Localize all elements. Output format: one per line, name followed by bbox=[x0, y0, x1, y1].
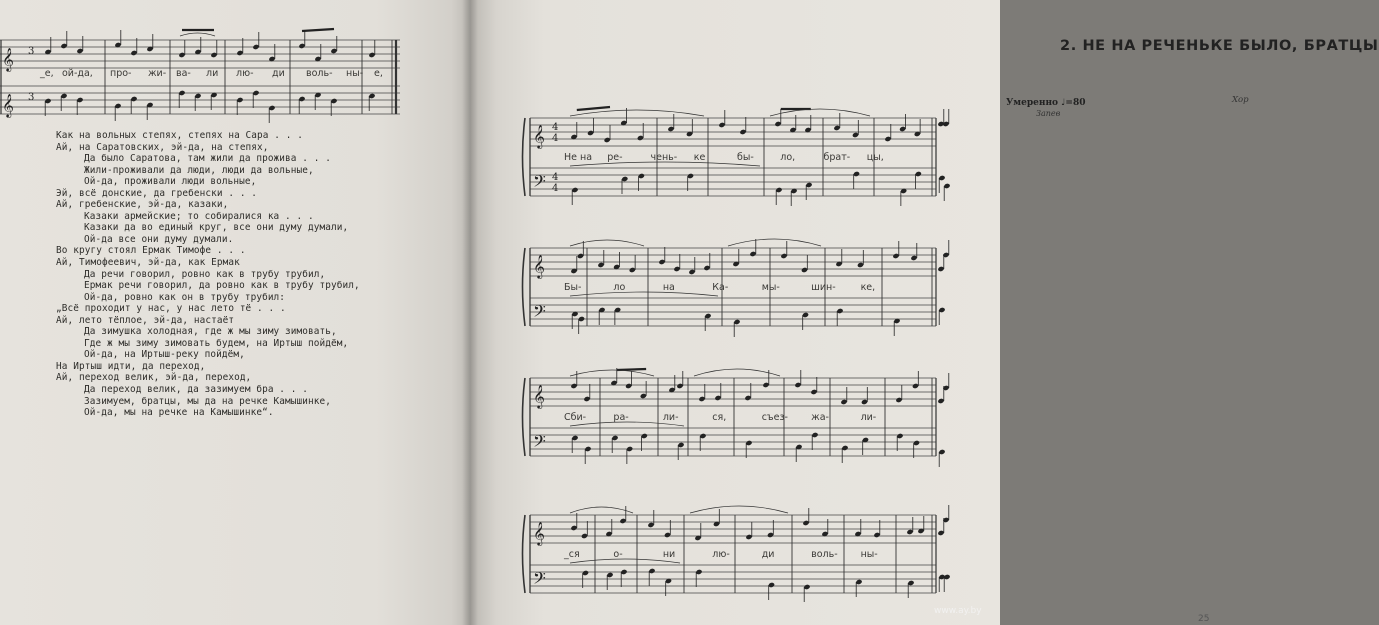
system-brace bbox=[523, 378, 526, 456]
lyric-syllable: ра- bbox=[613, 412, 629, 423]
time-signature: 3 bbox=[28, 92, 35, 103]
system-brace bbox=[523, 248, 526, 326]
slur bbox=[180, 33, 215, 36]
lyric-syllable: бы- bbox=[737, 152, 754, 163]
verse-line: Эй, всё донские, да гребенски . . . bbox=[56, 187, 258, 199]
lyric-syllable: ке bbox=[693, 152, 706, 163]
lyric-syllable: Не на bbox=[564, 152, 593, 163]
slur bbox=[570, 507, 633, 513]
treble-clef: 𝄞 bbox=[533, 521, 545, 545]
slur bbox=[570, 292, 718, 296]
lyric-syllable: ло, bbox=[780, 152, 796, 163]
lyric-syllable: Бы- bbox=[564, 282, 582, 293]
lyric-syllable: лю- bbox=[712, 549, 730, 560]
song-title: 2. НЕ НА РЕЧЕНЬКЕ БЫЛО, БРАТЦЫ bbox=[1060, 38, 1379, 54]
bass-clef: 𝄢 bbox=[533, 431, 546, 455]
lyric-syllable: ны- bbox=[860, 549, 878, 560]
verse-line: Ой-да, ровно как он в трубу трубил: bbox=[84, 291, 286, 303]
lyric-syllable: ли bbox=[206, 68, 219, 79]
lyric-syllable: ре- bbox=[607, 152, 623, 163]
verse-line: Ой-да, проживали люди вольные, bbox=[84, 176, 257, 188]
lyric-syllable: воль- bbox=[306, 68, 333, 79]
verse-line: На Иртыш идти, да переход, bbox=[56, 360, 206, 372]
lyric-syllable: чень- bbox=[650, 152, 678, 163]
time-signature: 4 bbox=[552, 133, 559, 144]
tempo-marking: Умеренно ♩=80 bbox=[1006, 98, 1086, 108]
lyric-syllable: ке, bbox=[860, 282, 876, 293]
time-signature: 4 bbox=[552, 183, 559, 194]
lyric-syllable: ди bbox=[272, 68, 285, 79]
lyric-syllable: на bbox=[662, 282, 675, 293]
time-signature: 3 bbox=[28, 46, 35, 57]
treble-clef: 𝄞 bbox=[533, 254, 545, 278]
slur bbox=[570, 370, 654, 376]
system-brace bbox=[523, 118, 526, 196]
lyric-syllable: ли- bbox=[860, 412, 877, 423]
system-brace bbox=[523, 515, 526, 593]
khor-marking: Хор bbox=[1232, 95, 1249, 105]
verse-line: Казаки да во единый круг, все они думу думали, bbox=[84, 222, 349, 234]
treble-clef: 𝄞 bbox=[2, 93, 14, 117]
lyric-syllable: ди bbox=[761, 549, 775, 560]
treble-clef: 𝄞 bbox=[2, 47, 14, 71]
verse-line: Да речи говорил, ровно как в трубу трубил, bbox=[84, 268, 326, 280]
time-signature: 4 bbox=[552, 122, 559, 133]
book-gutter bbox=[462, 0, 478, 625]
lyric-syllable: брат- bbox=[823, 152, 851, 163]
slur bbox=[570, 240, 644, 246]
verse-line: Как на вольных степях, степях на Сара . . . bbox=[56, 130, 304, 141]
lyric-syllable: _е, bbox=[40, 68, 54, 79]
verse-line: Да зимушка холодная, где ж мы зиму зимовать, bbox=[84, 326, 337, 338]
lyric-syllable: ой-да, bbox=[62, 68, 93, 79]
verse-line: „Всё проходит у нас, у нас лето тё . . . bbox=[56, 303, 286, 315]
watermark: www.ay.by bbox=[934, 606, 982, 616]
note-beam bbox=[617, 369, 646, 370]
lyric-syllable: жи- bbox=[148, 68, 167, 79]
verse-line: Ой-да, на Иртыш-реку пойдём, bbox=[84, 349, 245, 361]
verse-line: Ай, на Саратовских, эй-да, на степях, bbox=[56, 141, 269, 153]
lyric-syllable: ся, bbox=[712, 412, 727, 423]
slur bbox=[694, 369, 780, 376]
treble-clef: 𝄞 bbox=[533, 384, 545, 408]
lyric-syllable: мы- bbox=[761, 282, 780, 293]
verse-text bbox=[56, 130, 456, 419]
page-number: 25 bbox=[1198, 614, 1210, 624]
lyric-syllable: Сби- bbox=[564, 412, 587, 423]
lyric-syllable: шин- bbox=[811, 282, 836, 293]
lyric-syllable: Ка- bbox=[712, 282, 729, 293]
verse-line: Ай, Тимофеевич, эй-да, как Ермак bbox=[56, 257, 240, 269]
lyric-syllable: воль- bbox=[811, 549, 838, 560]
verse-line: Ермак речи говорил, да ровно как в трубу трубил, bbox=[84, 280, 360, 292]
slur bbox=[690, 506, 788, 513]
time-signature: 4 bbox=[552, 172, 559, 183]
left-page bbox=[0, 0, 470, 625]
verse-line: Да переход велик, да зазимуем бра . . . bbox=[84, 384, 309, 396]
bass-clef: 𝄢 bbox=[533, 301, 546, 325]
slur bbox=[728, 239, 821, 246]
bass-clef: 𝄢 bbox=[533, 171, 546, 195]
verse-line: Ай, лето тёплое, эй-да, настаёт bbox=[56, 314, 235, 326]
lyric-syllable: е, bbox=[374, 68, 383, 79]
bass-clef: 𝄢 bbox=[533, 568, 546, 592]
verse-line: Казаки армейские; то собиралися ка . . . bbox=[84, 210, 314, 222]
verse-line: Жили-проживали да люди, люди да вольные, bbox=[84, 164, 314, 176]
lyric-syllable: _ся bbox=[564, 549, 580, 560]
lyric-syllable: ли- bbox=[662, 412, 679, 423]
verse-line: Во кругу стоял Ермак Тимофе . . . bbox=[56, 245, 246, 257]
lyric-syllable: цы, bbox=[866, 152, 884, 163]
lyric-syllable: ло bbox=[613, 282, 626, 293]
lyric-syllable: жа- bbox=[811, 412, 829, 423]
note-beam bbox=[577, 107, 610, 110]
lyric-syllable: съез- bbox=[761, 412, 788, 423]
lyric-syllable: про- bbox=[110, 68, 132, 79]
verse-line: Да было Саратова, там жили да прожива . . . bbox=[84, 153, 332, 165]
zapev-marking: Запев bbox=[1036, 109, 1061, 118]
lyric-syllable: лю- bbox=[236, 68, 254, 79]
note-beam bbox=[302, 29, 334, 31]
treble-clef: 𝄞 bbox=[533, 124, 545, 148]
right-score bbox=[470, 0, 1000, 625]
lyric-syllable: ни bbox=[662, 549, 676, 560]
lyric-syllable: ва- bbox=[176, 68, 191, 79]
verse-line: Ой-да все они думу думали. bbox=[84, 233, 234, 245]
verse-line: Ой-да, мы на речке на Камышинке“. bbox=[84, 407, 274, 419]
verse-line: Ай, гребенские, эй-да, казаки, bbox=[56, 199, 229, 211]
lyric-syllable: ны- bbox=[346, 68, 364, 79]
verse-line: Зазимуем, братцы, мы да на речке Камышинке, bbox=[84, 395, 332, 407]
lyric-syllable: о- bbox=[613, 549, 623, 560]
slur bbox=[570, 110, 704, 116]
verse-line: Где ж мы зиму зимовать будем, на Иртыш пойдём, bbox=[84, 337, 349, 349]
right-page bbox=[470, 0, 1379, 625]
verse-line: Ай, переход велик, эй-да, переход, bbox=[56, 372, 252, 384]
